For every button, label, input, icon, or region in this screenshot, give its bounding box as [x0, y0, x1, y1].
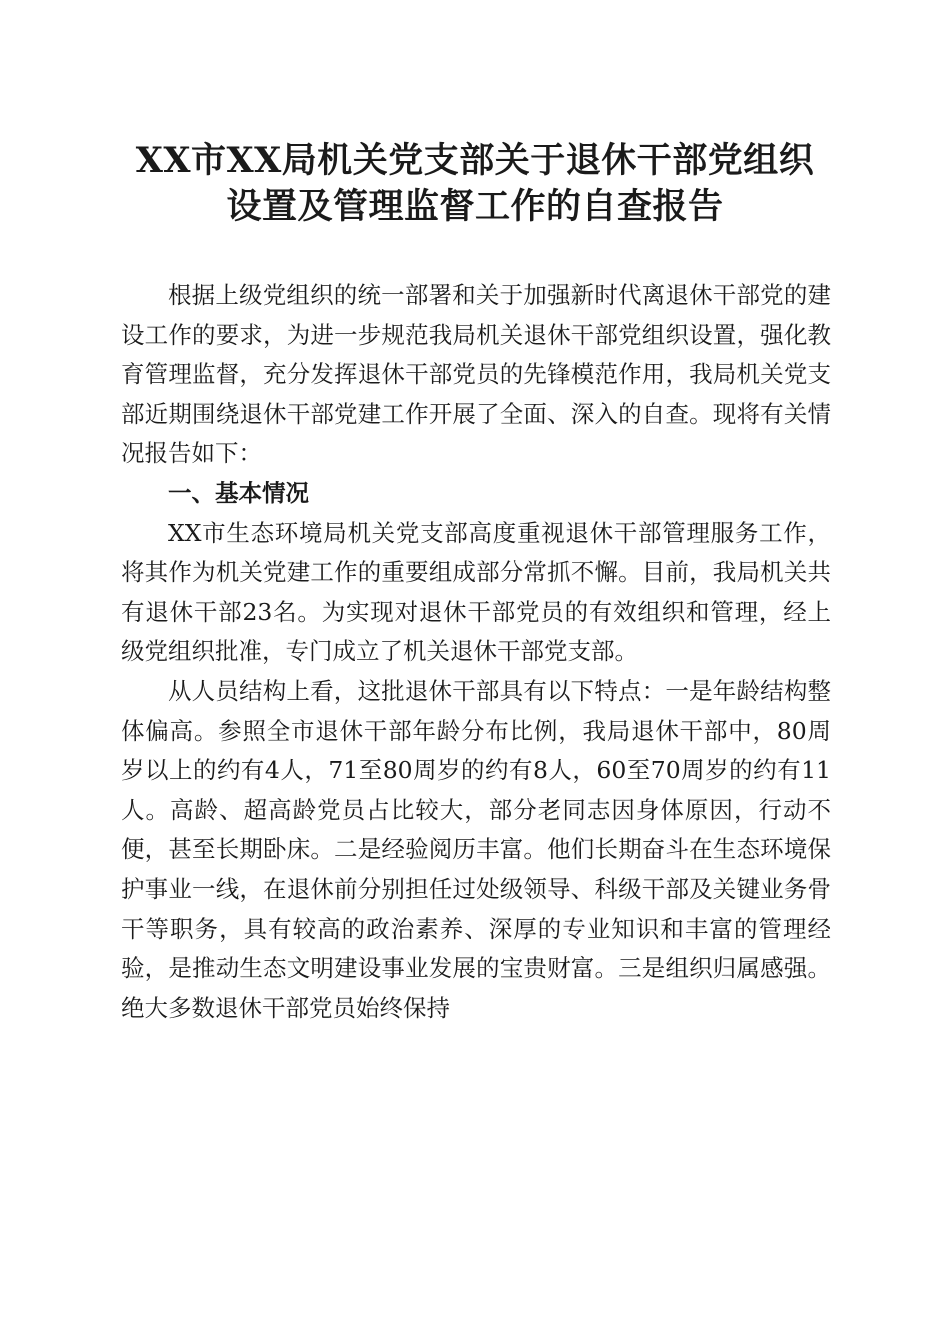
intro-paragraph: 根据上级党组织的统一部署和关于加强新时代离退休干部党的建设工作的要求，为进一步规范我局机关退休干部党组织设置，强化教育管理监督，充分发挥退休干部党员的先锋模范作用，我局机关党支部近期围绕退休干部党建工作开展了全面、深入的自查。现将有关情况报告如下： — [121, 281, 831, 468]
body-paragraph: XX市生态环境局机关党支部高度重视退休干部管理服务工作，将其作为机关党建工作的重要组成部分常抓不懈。目前，我局机关共有退休干部23名。为实现对退休干部党员的有效组织和管理，经上级党组织批准，专门成立了机关退休干部党支部。 — [121, 518, 831, 666]
body-paragraph: 从人员结构上看，这批退休干部具有以下特点：一是年龄结构整体偏高。参照全市退休干部年龄分布比例，我局退休干部中，80周岁以上的约有4人，71至80周岁的约有8人，60至70周岁的约有11人。高龄、超高龄党员占比较大，部分老同志因身体原因，行动不便，甚至长期卧床。二是经验阅历丰富。他们长期奋斗在生态环境保护事业一线，在退休前分别担任过处级领导、科级干部及关键业务骨干等职务，具有较高的政治素养、深厚的专业知识和丰富的管理经验，是推动生态文明建设事业发展的宝贵财富。三是组织归属感强。绝大多数退休干部党员始终保持 — [121, 676, 831, 1022]
document-title-line-1: XX市XX局机关党支部关于退休干部党组织 — [135, 140, 815, 181]
section-heading-basic-situation: 一、基本情况 — [168, 478, 309, 507]
document-title-line-2: 设置及管理监督工作的自查报告 — [226, 186, 724, 227]
document-body — [121, 276, 831, 1028]
